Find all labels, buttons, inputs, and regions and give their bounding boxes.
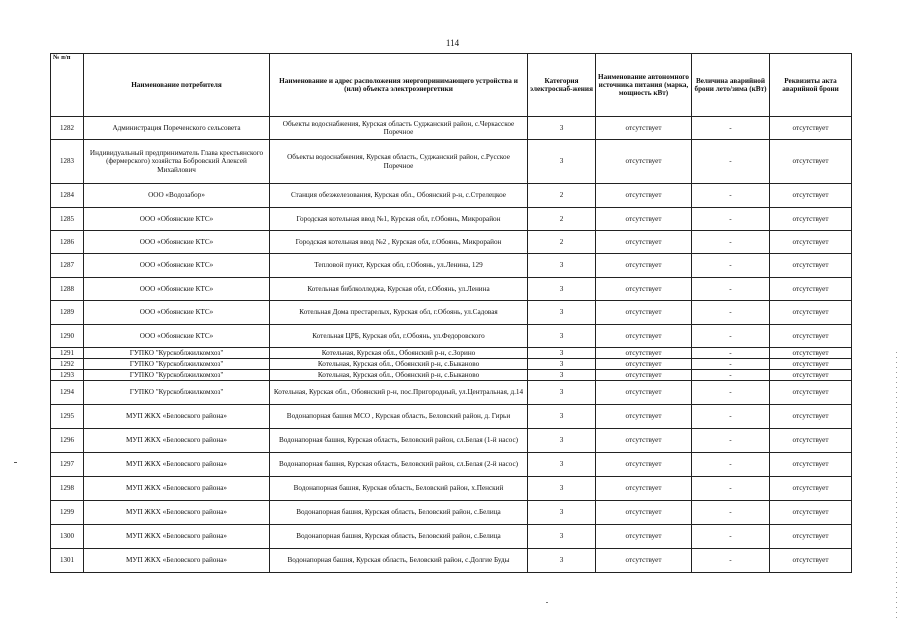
cell-category: 3 [528,429,596,453]
cell-act: отсутствует [770,140,852,184]
cell-reserve: - [692,549,770,573]
cell-number: 1287 [51,254,84,278]
scan-mark [14,462,17,463]
cell-object: Городская котельная ввод №1, Курская обл, г.Обоянь, Микрорайон [270,208,528,231]
table-row [51,525,852,549]
cell-consumer: ГУПКО "Курскоблжилкомхоз" [84,348,270,359]
cell-category: 3 [528,501,596,525]
cell-source: отсутствует [596,405,692,429]
cell-reserve: - [692,381,770,405]
scan-dot [546,602,548,603]
cell-reserve: - [692,278,770,301]
header-act: Реквизиты акта аварийной брони [770,54,852,117]
cell-reserve: - [692,117,770,140]
cell-number: 1288 [51,278,84,301]
cell-reserve: - [692,370,770,381]
header-category: Категория электроснаб-жения [528,54,596,117]
cell-category: 3 [528,117,596,140]
power-consumers-table [50,53,852,573]
header-object: Наименование и адрес расположения энергопринимающего устройства и (или) объекта электроэнергетики [270,54,528,117]
cell-source: отсутствует [596,370,692,381]
cell-number: 1286 [51,231,84,254]
cell-act: отсутствует [770,278,852,301]
cell-reserve: - [692,325,770,348]
cell-category: 3 [528,254,596,278]
cell-consumer: ООО «Обоянские КТС» [84,231,270,254]
cell-act: отсутствует [770,429,852,453]
cell-object: Котельная ЦРБ, Курская обл, г.Обоянь, ул.Федоровского [270,325,528,348]
cell-source: отсутствует [596,278,692,301]
cell-number: 1294 [51,381,84,405]
cell-category: 3 [528,359,596,370]
table-row [51,184,852,208]
cell-object: Котельная, Курская обл., Обоянский р-н, пос.Пригородный, ул.Центральная, д.14 [270,381,528,405]
cell-act: отсутствует [770,405,852,429]
cell-source: отсутствует [596,231,692,254]
cell-object: Котельная, Курская обл., Обоянский р-н, с.Быканово [270,370,528,381]
cell-act: отсутствует [770,370,852,381]
cell-act: отсутствует [770,231,852,254]
cell-source: отсутствует [596,208,692,231]
cell-reserve: - [692,208,770,231]
cell-act: отсутствует [770,301,852,325]
table-row [51,405,852,429]
cell-consumer: ООО «Обоянские КТС» [84,278,270,301]
cell-category: 3 [528,453,596,477]
table-row [51,549,852,573]
cell-source: отсутствует [596,301,692,325]
cell-object: Котельная Дома престарелых, Курская обл, г.Обоянь, ул.Садовая [270,301,528,325]
cell-number: 1301 [51,549,84,573]
cell-number: 1295 [51,405,84,429]
cell-act: отсутствует [770,549,852,573]
table-row [51,231,852,254]
cell-number: 1299 [51,501,84,525]
cell-source: отсутствует [596,453,692,477]
table-row [51,370,852,381]
cell-source: отсутствует [596,184,692,208]
cell-object: Котельная, Курская обл., Обоянский р-н, с.Быканово [270,359,528,370]
cell-number: 1291 [51,348,84,359]
cell-number: 1283 [51,140,84,184]
table-row [51,501,852,525]
cell-number: 1296 [51,429,84,453]
cell-category: 3 [528,140,596,184]
table-row [51,117,852,140]
table-row [51,453,852,477]
table-row [51,254,852,278]
cell-consumer: МУП ЖКХ «Беловского района» [84,549,270,573]
cell-category: 3 [528,549,596,573]
cell-act: отсутствует [770,477,852,501]
cell-consumer: Администрация Пореченского сельсовета [84,117,270,140]
cell-reserve: - [692,429,770,453]
cell-reserve: - [692,348,770,359]
cell-reserve: - [692,140,770,184]
cell-object: Станция обезжелезования, Курская обл., Обоянский р-н, с.Стрелецкое [270,184,528,208]
cell-source: отсутствует [596,429,692,453]
cell-consumer: МУП ЖКХ «Беловского района» [84,525,270,549]
cell-number: 1289 [51,301,84,325]
cell-number: 1284 [51,184,84,208]
cell-object: Городская котельная ввод №2 , Курская обл, г.Обоянь, Микрорайон [270,231,528,254]
cell-category: 3 [528,405,596,429]
table-row [51,477,852,501]
cell-object: Водонапорная башня, Курская область, Беловский район, с.Белица [270,501,528,525]
cell-number: 1300 [51,525,84,549]
cell-reserve: - [692,359,770,370]
cell-consumer: ООО «Водозабор» [84,184,270,208]
cell-object: Водонапорная башня, Курская область, Беловский район, сл.Белая (1-й насос) [270,429,528,453]
cell-act: отсутствует [770,208,852,231]
cell-consumer: МУП ЖКХ «Беловского района» [84,429,270,453]
cell-reserve: - [692,254,770,278]
cell-act: отсутствует [770,453,852,477]
cell-consumer: Индивидуальный предприниматель Глава крестьянского (фермерского) хозяйства Бобровский Алексей Михайлович [84,140,270,184]
header-source: Наименование автономного источника питания (марка, мощность кВт) [596,54,692,117]
cell-object: Водонапорная башня, Курская область, Беловский район, х.Пенский [270,477,528,501]
cell-category: 3 [528,348,596,359]
cell-source: отсутствует [596,501,692,525]
cell-reserve: - [692,405,770,429]
cell-object: Водонапорная башня, Курская область, Беловский район, с.Белица [270,525,528,549]
cell-reserve: - [692,231,770,254]
cell-source: отсутствует [596,381,692,405]
cell-category: 3 [528,325,596,348]
cell-category: 2 [528,208,596,231]
cell-consumer: ООО «Обоянские КТС» [84,325,270,348]
cell-number: 1293 [51,370,84,381]
cell-source: отсутствует [596,117,692,140]
cell-number: 1282 [51,117,84,140]
cell-category: 3 [528,477,596,501]
cell-consumer: МУП ЖКХ «Беловского района» [84,453,270,477]
cell-source: отсутствует [596,325,692,348]
cell-consumer: МУП ЖКХ «Беловского района» [84,477,270,501]
cell-act: отсутствует [770,359,852,370]
cell-object: Объекты водоснабжения, Курская область, Суджанский район, с.Русское Поречное [270,140,528,184]
cell-reserve: - [692,453,770,477]
cell-consumer: МУП ЖКХ «Беловского района» [84,501,270,525]
cell-consumer: ООО «Обоянские КТС» [84,254,270,278]
cell-source: отсутствует [596,477,692,501]
cell-number: 1292 [51,359,84,370]
cell-number: 1298 [51,477,84,501]
cell-object: Водонапорная башня МСО , Курская область, Беловский район, д. Гирьи [270,405,528,429]
table-row [51,359,852,370]
cell-object: Тепловой пункт, Курская обл, г.Обоянь, ул.Ленина, 129 [270,254,528,278]
header-number: № п/п [51,54,84,117]
cell-category: 2 [528,184,596,208]
cell-consumer: ООО «Обоянские КТС» [84,301,270,325]
table-row [51,208,852,231]
cell-act: отсутствует [770,501,852,525]
cell-consumer: ГУПКО "Курскоблжилкомхоз" [84,370,270,381]
cell-source: отсутствует [596,254,692,278]
scan-edge-dots [896,352,897,620]
table-row [51,140,852,184]
cell-act: отсутствует [770,184,852,208]
cell-source: отсутствует [596,525,692,549]
cell-number: 1297 [51,453,84,477]
cell-act: отсутствует [770,254,852,278]
table-header-row [51,54,852,117]
cell-consumer: ГУПКО "Курскоблжилкомхоз" [84,359,270,370]
cell-source: отсутствует [596,348,692,359]
cell-category: 3 [528,381,596,405]
header-reserve: Величина аварийной брони лето/зима (кВт) [692,54,770,117]
cell-consumer: ГУПКО "Курскоблжилкомхоз" [84,381,270,405]
cell-reserve: - [692,501,770,525]
table-row [51,301,852,325]
table-row [51,429,852,453]
cell-object: Котельная, Курская обл., Обоянский р-н, с.Зорино [270,348,528,359]
cell-act: отсутствует [770,525,852,549]
cell-source: отсутствует [596,140,692,184]
cell-reserve: - [692,525,770,549]
cell-consumer: МУП ЖКХ «Беловского района» [84,405,270,429]
cell-act: отсутствует [770,381,852,405]
cell-act: отсутствует [770,348,852,359]
table-row [51,325,852,348]
cell-object: Водонапорная башня, Курская область, Беловский район, с.Долгие Буды [270,549,528,573]
cell-object: Котельная библколледжа, Курская обл, г.Обоянь, ул.Ленина [270,278,528,301]
cell-number: 1285 [51,208,84,231]
cell-object: Объекты водоснабжения, Курская область Суджанский район, с.Черкасское Поречное [270,117,528,140]
header-consumer: Наименование потребителя [84,54,270,117]
cell-reserve: - [692,301,770,325]
cell-consumer: ООО «Обоянские КТС» [84,208,270,231]
cell-reserve: - [692,477,770,501]
cell-category: 3 [528,278,596,301]
table-row [51,348,852,359]
cell-object: Водонапорная башня, Курская область, Беловский район, сл.Белая (2-й насос) [270,453,528,477]
table-row [51,278,852,301]
cell-source: отсутствует [596,359,692,370]
cell-reserve: - [692,184,770,208]
cell-category: 2 [528,231,596,254]
cell-category: 3 [528,525,596,549]
cell-act: отсутствует [770,117,852,140]
page-number: 114 [445,38,460,48]
cell-source: отсутствует [596,549,692,573]
cell-category: 3 [528,301,596,325]
cell-act: отсутствует [770,325,852,348]
cell-number: 1290 [51,325,84,348]
cell-category: 3 [528,370,596,381]
table-row [51,381,852,405]
